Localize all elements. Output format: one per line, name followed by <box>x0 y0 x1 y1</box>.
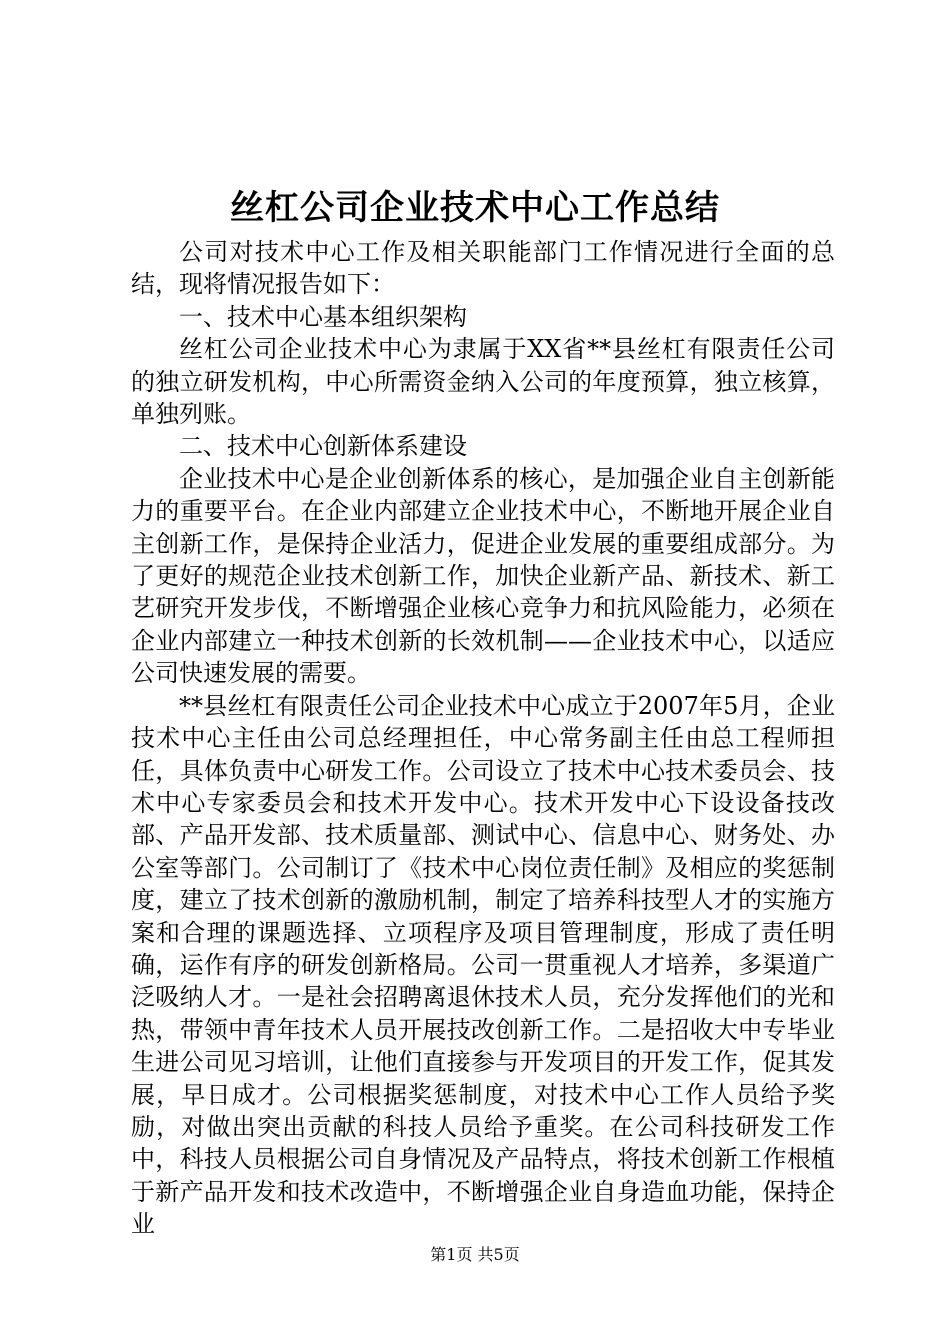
paragraph-center-details: **县丝杠有限责任公司企业技术中心成立于2007年5月，企业技术中心主任由公司总经理担任，中心常务副主任由总工程师担任，具体负责中心研发工作。公司设立了技术中心技术委员会、技术中心专家委员会和技术开发中心。技术开发中心下设设备技改部、产品开发部、技术质量部、测试中心、信息中心、财务处、办公室等部门。公司制订了《技术中心岗位责任制》及相应的奖惩制度，建立了技术创新的激励机制，制定了培养科技型人才的实施方案和合理的课题选择、立项程序及项目管理制度，形成了责任明确，运作有序的研发创新格局。公司一贯重视人才培养，多渠道广泛吸纳人才。一是社会招聘离退休技术人员，充分发挥他们的光和热，带领中青年技术人员开展技改创新工作。二是招收大中专毕业生进公司见习培训，让他们直接参与开发项目的开发工作，促其发展，早日成才。公司根据奖惩制度，对技术中心工作人员给予奖励，对做出突出贡献的科技人员给予重奖。在公司科技研发工作中，科技人员根据公司自身情况及产品特点，将技术创新工作根植于新产品开发和技术改造中，不断增强企业自身造血功能，保持企业 <box>131 691 835 1239</box>
document-title: 丝杠公司企业技术中心工作总结 <box>230 188 720 228</box>
document-body <box>131 236 835 1241</box>
section-heading-2: 二、技术中心创新体系建设 <box>179 432 467 461</box>
paragraph-innovation-core: 企业技术中心是企业创新体系的核心，是加强企业自主创新能力的重要平台。在企业内部建立企业技术中心，不断地开展企业自主创新工作，是保持企业活力，促进企业发展的重要组成部分。为了更好的规范企业技术创新工作，加快企业新产品、新技术、新工艺研究开发步伐，不断增强企业核心竞争力和抗风险能力，必须在企业内部建立一种技术创新的长效机制——企业技术中心，以适应公司快速发展的需要。 <box>131 464 835 688</box>
paragraph-org-structure: 丝杠公司企业技术中心为隶属于XX省**县丝杠有限责任公司的独立研发机构，中心所需资金纳入公司的年度预算，独立核算，单独列账。 <box>131 335 835 429</box>
page-footer: 第1页 共5页 <box>430 1245 520 1264</box>
section-heading-1: 一、技术中心基本组织架构 <box>179 302 467 331</box>
paragraph-intro: 公司对技术中心工作及相关职能部门工作情况进行全面的总结，现将情况报告如下： <box>131 238 835 299</box>
